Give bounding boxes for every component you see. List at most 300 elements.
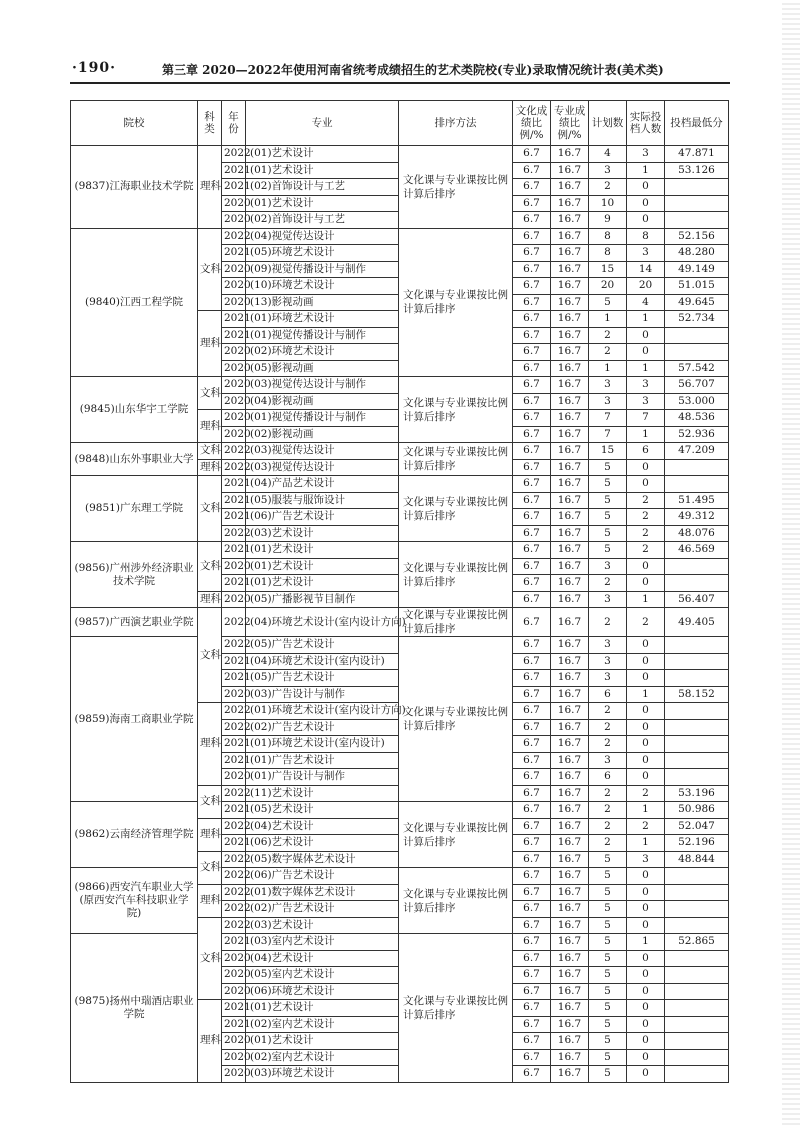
min-score-cell: 52.734 bbox=[665, 311, 729, 328]
actual-cell: 0 bbox=[627, 637, 665, 654]
culture-ratio-cell: 6.7 bbox=[513, 752, 551, 769]
col-method: 排序方法 bbox=[399, 101, 513, 146]
min-score-cell bbox=[665, 884, 729, 901]
culture-ratio-cell: 6.7 bbox=[513, 443, 551, 460]
table-row bbox=[71, 443, 729, 460]
year-cell: 2021 bbox=[222, 327, 246, 344]
actual-cell: 0 bbox=[627, 703, 665, 720]
min-score-cell: 52.156 bbox=[665, 228, 729, 245]
year-cell: 2021 bbox=[222, 934, 246, 951]
plan-cell: 2 bbox=[589, 703, 627, 720]
min-score-cell: 49.405 bbox=[665, 608, 729, 637]
min-score-cell bbox=[665, 736, 729, 753]
plan-cell: 9 bbox=[589, 212, 627, 229]
pro-ratio-cell: 16.7 bbox=[551, 591, 589, 608]
year-cell: 2020 bbox=[222, 377, 246, 394]
pro-ratio-cell: 16.7 bbox=[551, 703, 589, 720]
culture-ratio-cell: 6.7 bbox=[513, 736, 551, 753]
min-score-cell: 47.209 bbox=[665, 443, 729, 460]
actual-cell: 0 bbox=[627, 950, 665, 967]
pro-ratio-cell: 16.7 bbox=[551, 575, 589, 592]
year-cell: 2022 bbox=[222, 818, 246, 835]
major-cell: (04)艺术设计 bbox=[246, 950, 399, 967]
culture-ratio-cell: 6.7 bbox=[513, 525, 551, 542]
category-cell: 文科 bbox=[198, 917, 222, 1000]
min-score-cell: 52.196 bbox=[665, 835, 729, 852]
min-score-cell: 53.000 bbox=[665, 393, 729, 410]
year-cell: 2020 bbox=[222, 426, 246, 443]
year-cell: 2021 bbox=[222, 509, 246, 526]
year-cell: 2020 bbox=[222, 212, 246, 229]
min-score-cell: 52.047 bbox=[665, 818, 729, 835]
pro-ratio-cell: 16.7 bbox=[551, 311, 589, 328]
pro-ratio-cell: 16.7 bbox=[551, 509, 589, 526]
plan-cell: 6 bbox=[589, 686, 627, 703]
culture-ratio-cell: 6.7 bbox=[513, 393, 551, 410]
pro-ratio-cell: 16.7 bbox=[551, 736, 589, 753]
method-cell: 文化课与专业课按比例计算后排序 bbox=[399, 637, 513, 802]
pro-ratio-cell: 16.7 bbox=[551, 1066, 589, 1083]
actual-cell: 1 bbox=[627, 360, 665, 377]
major-cell: (03)艺术设计 bbox=[246, 917, 399, 934]
plan-cell: 2 bbox=[589, 818, 627, 835]
plan-cell: 3 bbox=[589, 637, 627, 654]
admission-table bbox=[70, 100, 729, 1083]
actual-cell: 0 bbox=[627, 884, 665, 901]
year-cell: 2021 bbox=[222, 653, 246, 670]
major-cell: (02)室内艺术设计 bbox=[246, 1016, 399, 1033]
pro-ratio-cell: 16.7 bbox=[551, 179, 589, 196]
plan-cell: 5 bbox=[589, 459, 627, 476]
pro-ratio-cell: 16.7 bbox=[551, 1049, 589, 1066]
year-cell: 2022 bbox=[222, 443, 246, 460]
plan-cell: 2 bbox=[589, 179, 627, 196]
min-score-cell: 56.707 bbox=[665, 377, 729, 394]
plan-cell: 5 bbox=[589, 901, 627, 918]
actual-cell: 0 bbox=[627, 967, 665, 984]
culture-ratio-cell: 6.7 bbox=[513, 917, 551, 934]
year-cell: 2022 bbox=[222, 719, 246, 736]
major-cell: (05)广播影视节目制作 bbox=[246, 591, 399, 608]
min-score-cell bbox=[665, 179, 729, 196]
actual-cell: 0 bbox=[627, 917, 665, 934]
major-cell: (02)室内艺术设计 bbox=[246, 1049, 399, 1066]
year-cell: 2022 bbox=[222, 146, 246, 163]
min-score-cell: 49.645 bbox=[665, 294, 729, 311]
plan-cell: 5 bbox=[589, 476, 627, 493]
actual-cell: 1 bbox=[627, 162, 665, 179]
plan-cell: 2 bbox=[589, 344, 627, 361]
min-score-cell bbox=[665, 901, 729, 918]
page-edge bbox=[782, 0, 800, 1126]
min-score-cell: 53.196 bbox=[665, 785, 729, 802]
culture-ratio-cell: 6.7 bbox=[513, 851, 551, 868]
page-header bbox=[72, 58, 732, 80]
pro-ratio-cell: 16.7 bbox=[551, 719, 589, 736]
actual-cell: 0 bbox=[627, 670, 665, 687]
plan-cell: 3 bbox=[589, 377, 627, 394]
pro-ratio-cell: 16.7 bbox=[551, 525, 589, 542]
min-score-cell: 49.312 bbox=[665, 509, 729, 526]
plan-cell: 5 bbox=[589, 1049, 627, 1066]
school-cell: (9857)广西演艺职业学院 bbox=[71, 608, 198, 637]
year-cell: 2020 bbox=[222, 360, 246, 377]
year-cell: 2020 bbox=[222, 261, 246, 278]
min-score-cell bbox=[665, 1016, 729, 1033]
school-cell: (9840)江西工程学院 bbox=[71, 228, 198, 377]
year-cell: 2022 bbox=[222, 637, 246, 654]
category-cell: 文科 bbox=[198, 851, 222, 884]
plan-cell: 5 bbox=[589, 917, 627, 934]
major-cell: (10)环境艺术设计 bbox=[246, 278, 399, 295]
culture-ratio-cell: 6.7 bbox=[513, 146, 551, 163]
min-score-cell bbox=[665, 1066, 729, 1083]
culture-ratio-cell: 6.7 bbox=[513, 591, 551, 608]
year-cell: 2020 bbox=[222, 967, 246, 984]
actual-cell: 2 bbox=[627, 818, 665, 835]
year-cell: 2021 bbox=[222, 575, 246, 592]
culture-ratio-cell: 6.7 bbox=[513, 1033, 551, 1050]
actual-cell: 0 bbox=[627, 1066, 665, 1083]
major-cell: (01)广告设计与制作 bbox=[246, 769, 399, 786]
actual-cell: 0 bbox=[627, 179, 665, 196]
major-cell: (01)艺术设计 bbox=[246, 575, 399, 592]
culture-ratio-cell: 6.7 bbox=[513, 377, 551, 394]
culture-ratio-cell: 6.7 bbox=[513, 818, 551, 835]
pro-ratio-cell: 16.7 bbox=[551, 802, 589, 819]
method-cell: 文化课与专业课按比例计算后排序 bbox=[399, 934, 513, 1083]
pro-ratio-cell: 16.7 bbox=[551, 294, 589, 311]
pro-ratio-cell: 16.7 bbox=[551, 608, 589, 637]
culture-ratio-cell: 6.7 bbox=[513, 476, 551, 493]
major-cell: (02)广告艺术设计 bbox=[246, 719, 399, 736]
min-score-cell: 53.126 bbox=[665, 162, 729, 179]
min-score-cell bbox=[665, 719, 729, 736]
culture-ratio-cell: 6.7 bbox=[513, 703, 551, 720]
major-cell: (04)视觉传达设计 bbox=[246, 228, 399, 245]
actual-cell: 0 bbox=[627, 344, 665, 361]
pro-ratio-cell: 16.7 bbox=[551, 377, 589, 394]
year-cell: 2022 bbox=[222, 703, 246, 720]
culture-ratio-cell: 6.7 bbox=[513, 769, 551, 786]
plan-cell: 3 bbox=[589, 558, 627, 575]
pro-ratio-cell: 16.7 bbox=[551, 835, 589, 852]
pro-ratio-cell: 16.7 bbox=[551, 950, 589, 967]
method-cell: 文化课与专业课按比例计算后排序 bbox=[399, 542, 513, 608]
category-cell: 文科 bbox=[198, 785, 222, 818]
method-cell: 文化课与专业课按比例计算后排序 bbox=[399, 228, 513, 377]
culture-ratio-cell: 6.7 bbox=[513, 459, 551, 476]
actual-cell: 3 bbox=[627, 851, 665, 868]
col-school: 院校 bbox=[71, 101, 198, 146]
table-header-row bbox=[71, 101, 729, 146]
actual-cell: 8 bbox=[627, 228, 665, 245]
culture-ratio-cell: 6.7 bbox=[513, 1049, 551, 1066]
page-number: ·190· bbox=[72, 60, 116, 76]
actual-cell: 0 bbox=[627, 1033, 665, 1050]
plan-cell: 3 bbox=[589, 393, 627, 410]
plan-cell: 15 bbox=[589, 261, 627, 278]
major-cell: (01)视觉传播设计与制作 bbox=[246, 327, 399, 344]
major-cell: (05)艺术设计 bbox=[246, 802, 399, 819]
year-cell: 2021 bbox=[222, 736, 246, 753]
major-cell: (06)广告艺术设计 bbox=[246, 868, 399, 885]
actual-cell: 0 bbox=[627, 769, 665, 786]
year-cell: 2020 bbox=[222, 393, 246, 410]
year-cell: 2021 bbox=[222, 492, 246, 509]
major-cell: (02)环境艺术设计 bbox=[246, 344, 399, 361]
year-cell: 2022 bbox=[222, 851, 246, 868]
major-cell: (03)室内艺术设计 bbox=[246, 934, 399, 951]
year-cell: 2021 bbox=[222, 311, 246, 328]
culture-ratio-cell: 6.7 bbox=[513, 245, 551, 262]
actual-cell: 0 bbox=[627, 736, 665, 753]
plan-cell: 2 bbox=[589, 719, 627, 736]
year-cell: 2020 bbox=[222, 1066, 246, 1083]
school-cell: (9845)山东华宇工学院 bbox=[71, 377, 198, 443]
min-score-cell bbox=[665, 1000, 729, 1017]
plan-cell: 5 bbox=[589, 509, 627, 526]
pro-ratio-cell: 16.7 bbox=[551, 637, 589, 654]
min-score-cell: 57.542 bbox=[665, 360, 729, 377]
actual-cell: 14 bbox=[627, 261, 665, 278]
col-year: 年份 bbox=[222, 101, 246, 146]
culture-ratio-cell: 6.7 bbox=[513, 637, 551, 654]
pro-ratio-cell: 16.7 bbox=[551, 785, 589, 802]
actual-cell: 1 bbox=[627, 802, 665, 819]
major-cell: (02)影视动画 bbox=[246, 426, 399, 443]
major-cell: (01)艺术设计 bbox=[246, 542, 399, 559]
culture-ratio-cell: 6.7 bbox=[513, 653, 551, 670]
min-score-cell: 48.536 bbox=[665, 410, 729, 427]
plan-cell: 3 bbox=[589, 162, 627, 179]
min-score-cell bbox=[665, 327, 729, 344]
category-cell: 文科 bbox=[198, 542, 222, 592]
col-culture-ratio: 文化成绩比例/% bbox=[513, 101, 551, 146]
culture-ratio-cell: 6.7 bbox=[513, 278, 551, 295]
pro-ratio-cell: 16.7 bbox=[551, 653, 589, 670]
culture-ratio-cell: 6.7 bbox=[513, 802, 551, 819]
pro-ratio-cell: 16.7 bbox=[551, 1033, 589, 1050]
pro-ratio-cell: 16.7 bbox=[551, 443, 589, 460]
major-cell: (05)室内艺术设计 bbox=[246, 967, 399, 984]
min-score-cell bbox=[665, 653, 729, 670]
year-cell: 2021 bbox=[222, 476, 246, 493]
school-cell: (9866)西安汽车职业大学(原西安汽车科技职业学院) bbox=[71, 868, 198, 934]
year-cell: 2021 bbox=[222, 1016, 246, 1033]
actual-cell: 3 bbox=[627, 245, 665, 262]
col-plan: 计划数 bbox=[589, 101, 627, 146]
category-cell: 文科 bbox=[198, 377, 222, 410]
culture-ratio-cell: 6.7 bbox=[513, 294, 551, 311]
plan-cell: 2 bbox=[589, 736, 627, 753]
actual-cell: 0 bbox=[627, 212, 665, 229]
year-cell: 2022 bbox=[222, 608, 246, 637]
culture-ratio-cell: 6.7 bbox=[513, 934, 551, 951]
actual-cell: 2 bbox=[627, 525, 665, 542]
major-cell: (03)艺术设计 bbox=[246, 525, 399, 542]
table-row bbox=[71, 377, 729, 394]
pro-ratio-cell: 16.7 bbox=[551, 967, 589, 984]
plan-cell: 3 bbox=[589, 752, 627, 769]
culture-ratio-cell: 6.7 bbox=[513, 212, 551, 229]
table-row bbox=[71, 637, 729, 654]
culture-ratio-cell: 6.7 bbox=[513, 950, 551, 967]
pro-ratio-cell: 16.7 bbox=[551, 917, 589, 934]
min-score-cell: 47.871 bbox=[665, 146, 729, 163]
year-cell: 2020 bbox=[222, 195, 246, 212]
method-cell: 文化课与专业课按比例计算后排序 bbox=[399, 146, 513, 229]
major-cell: (11)艺术设计 bbox=[246, 785, 399, 802]
min-score-cell bbox=[665, 670, 729, 687]
culture-ratio-cell: 6.7 bbox=[513, 327, 551, 344]
major-cell: (03)视觉传达设计与制作 bbox=[246, 377, 399, 394]
plan-cell: 5 bbox=[589, 868, 627, 885]
school-cell: (9848)山东外事职业大学 bbox=[71, 443, 198, 476]
plan-cell: 20 bbox=[589, 278, 627, 295]
actual-cell: 3 bbox=[627, 393, 665, 410]
plan-cell: 5 bbox=[589, 967, 627, 984]
year-cell: 2021 bbox=[222, 1000, 246, 1017]
year-cell: 2021 bbox=[222, 179, 246, 196]
actual-cell: 0 bbox=[627, 1049, 665, 1066]
table-row bbox=[71, 146, 729, 163]
year-cell: 2020 bbox=[222, 1033, 246, 1050]
pro-ratio-cell: 16.7 bbox=[551, 459, 589, 476]
culture-ratio-cell: 6.7 bbox=[513, 1016, 551, 1033]
year-cell: 2020 bbox=[222, 769, 246, 786]
year-cell: 2022 bbox=[222, 228, 246, 245]
year-cell: 2020 bbox=[222, 983, 246, 1000]
min-score-cell bbox=[665, 703, 729, 720]
min-score-cell bbox=[665, 558, 729, 575]
chapter-title: 第三章 2020—2022年使用河南省统考成绩招生的艺术类院校(专业)录取情况统计表(美术类) bbox=[162, 63, 664, 77]
culture-ratio-cell: 6.7 bbox=[513, 868, 551, 885]
min-score-cell bbox=[665, 1049, 729, 1066]
plan-cell: 2 bbox=[589, 785, 627, 802]
major-cell: (02)首饰设计与工艺 bbox=[246, 212, 399, 229]
min-score-cell: 46.569 bbox=[665, 542, 729, 559]
school-cell: (9875)扬州中瑞酒店职业学院 bbox=[71, 934, 198, 1083]
table-row bbox=[71, 802, 729, 819]
pro-ratio-cell: 16.7 bbox=[551, 1016, 589, 1033]
plan-cell: 5 bbox=[589, 294, 627, 311]
pro-ratio-cell: 16.7 bbox=[551, 851, 589, 868]
min-score-cell: 51.015 bbox=[665, 278, 729, 295]
table-row bbox=[71, 608, 729, 637]
culture-ratio-cell: 6.7 bbox=[513, 884, 551, 901]
major-cell: (05)影视动画 bbox=[246, 360, 399, 377]
year-cell: 2021 bbox=[222, 542, 246, 559]
min-score-cell: 48.844 bbox=[665, 851, 729, 868]
actual-cell: 0 bbox=[627, 983, 665, 1000]
table-row bbox=[71, 542, 729, 559]
actual-cell: 0 bbox=[627, 558, 665, 575]
school-cell: (9859)海南工商职业学院 bbox=[71, 637, 198, 802]
school-cell: (9837)江海职业技术学院 bbox=[71, 146, 198, 229]
category-cell: 理科 bbox=[198, 1000, 222, 1083]
min-score-cell: 51.495 bbox=[665, 492, 729, 509]
col-actual: 实际投档人数 bbox=[627, 101, 665, 146]
plan-cell: 5 bbox=[589, 934, 627, 951]
plan-cell: 5 bbox=[589, 1000, 627, 1017]
year-cell: 2022 bbox=[222, 868, 246, 885]
plan-cell: 7 bbox=[589, 410, 627, 427]
actual-cell: 1 bbox=[627, 426, 665, 443]
actual-cell: 0 bbox=[627, 1016, 665, 1033]
actual-cell: 2 bbox=[627, 492, 665, 509]
year-cell: 2022 bbox=[222, 884, 246, 901]
major-cell: (05)数字媒体艺术设计 bbox=[246, 851, 399, 868]
major-cell: (05)环境艺术设计 bbox=[246, 245, 399, 262]
actual-cell: 3 bbox=[627, 146, 665, 163]
major-cell: (02)广告艺术设计 bbox=[246, 901, 399, 918]
culture-ratio-cell: 6.7 bbox=[513, 608, 551, 637]
culture-ratio-cell: 6.7 bbox=[513, 1000, 551, 1017]
pro-ratio-cell: 16.7 bbox=[551, 752, 589, 769]
table-body bbox=[71, 146, 729, 1083]
actual-cell: 20 bbox=[627, 278, 665, 295]
major-cell: (05)广告艺术设计 bbox=[246, 670, 399, 687]
plan-cell: 3 bbox=[589, 653, 627, 670]
plan-cell: 5 bbox=[589, 950, 627, 967]
culture-ratio-cell: 6.7 bbox=[513, 575, 551, 592]
culture-ratio-cell: 6.7 bbox=[513, 179, 551, 196]
method-cell: 文化课与专业课按比例计算后排序 bbox=[399, 377, 513, 443]
culture-ratio-cell: 6.7 bbox=[513, 670, 551, 687]
year-cell: 2020 bbox=[222, 278, 246, 295]
category-cell: 文科 bbox=[198, 476, 222, 542]
pro-ratio-cell: 16.7 bbox=[551, 868, 589, 885]
culture-ratio-cell: 6.7 bbox=[513, 983, 551, 1000]
pro-ratio-cell: 16.7 bbox=[551, 686, 589, 703]
actual-cell: 1 bbox=[627, 591, 665, 608]
major-cell: (09)视觉传播设计与制作 bbox=[246, 261, 399, 278]
category-cell: 理科 bbox=[198, 703, 222, 786]
pro-ratio-cell: 16.7 bbox=[551, 476, 589, 493]
plan-cell: 3 bbox=[589, 591, 627, 608]
min-score-cell: 48.280 bbox=[665, 245, 729, 262]
school-cell: (9851)广东理工学院 bbox=[71, 476, 198, 542]
method-cell: 文化课与专业课按比例计算后排序 bbox=[399, 443, 513, 476]
culture-ratio-cell: 6.7 bbox=[513, 835, 551, 852]
method-cell: 文化课与专业课按比例计算后排序 bbox=[399, 868, 513, 934]
actual-cell: 0 bbox=[627, 868, 665, 885]
pro-ratio-cell: 16.7 bbox=[551, 983, 589, 1000]
col-min-score: 投档最低分 bbox=[665, 101, 729, 146]
major-cell: (06)环境艺术设计 bbox=[246, 983, 399, 1000]
major-cell: (03)广告设计与制作 bbox=[246, 686, 399, 703]
method-cell: 文化课与专业课按比例计算后排序 bbox=[399, 802, 513, 868]
table-row bbox=[71, 228, 729, 245]
actual-cell: 2 bbox=[627, 509, 665, 526]
major-cell: (06)艺术设计 bbox=[246, 835, 399, 852]
category-cell: 理科 bbox=[198, 410, 222, 443]
col-major: 专业 bbox=[246, 101, 399, 146]
year-cell: 2020 bbox=[222, 1049, 246, 1066]
pro-ratio-cell: 16.7 bbox=[551, 195, 589, 212]
major-cell: (04)艺术设计 bbox=[246, 818, 399, 835]
year-cell: 2021 bbox=[222, 802, 246, 819]
pro-ratio-cell: 16.7 bbox=[551, 146, 589, 163]
category-cell: 文科 bbox=[198, 443, 222, 460]
category-cell: 理科 bbox=[198, 311, 222, 377]
culture-ratio-cell: 6.7 bbox=[513, 558, 551, 575]
plan-cell: 1 bbox=[589, 311, 627, 328]
min-score-cell: 56.407 bbox=[665, 591, 729, 608]
year-cell: 2022 bbox=[222, 917, 246, 934]
pro-ratio-cell: 16.7 bbox=[551, 426, 589, 443]
